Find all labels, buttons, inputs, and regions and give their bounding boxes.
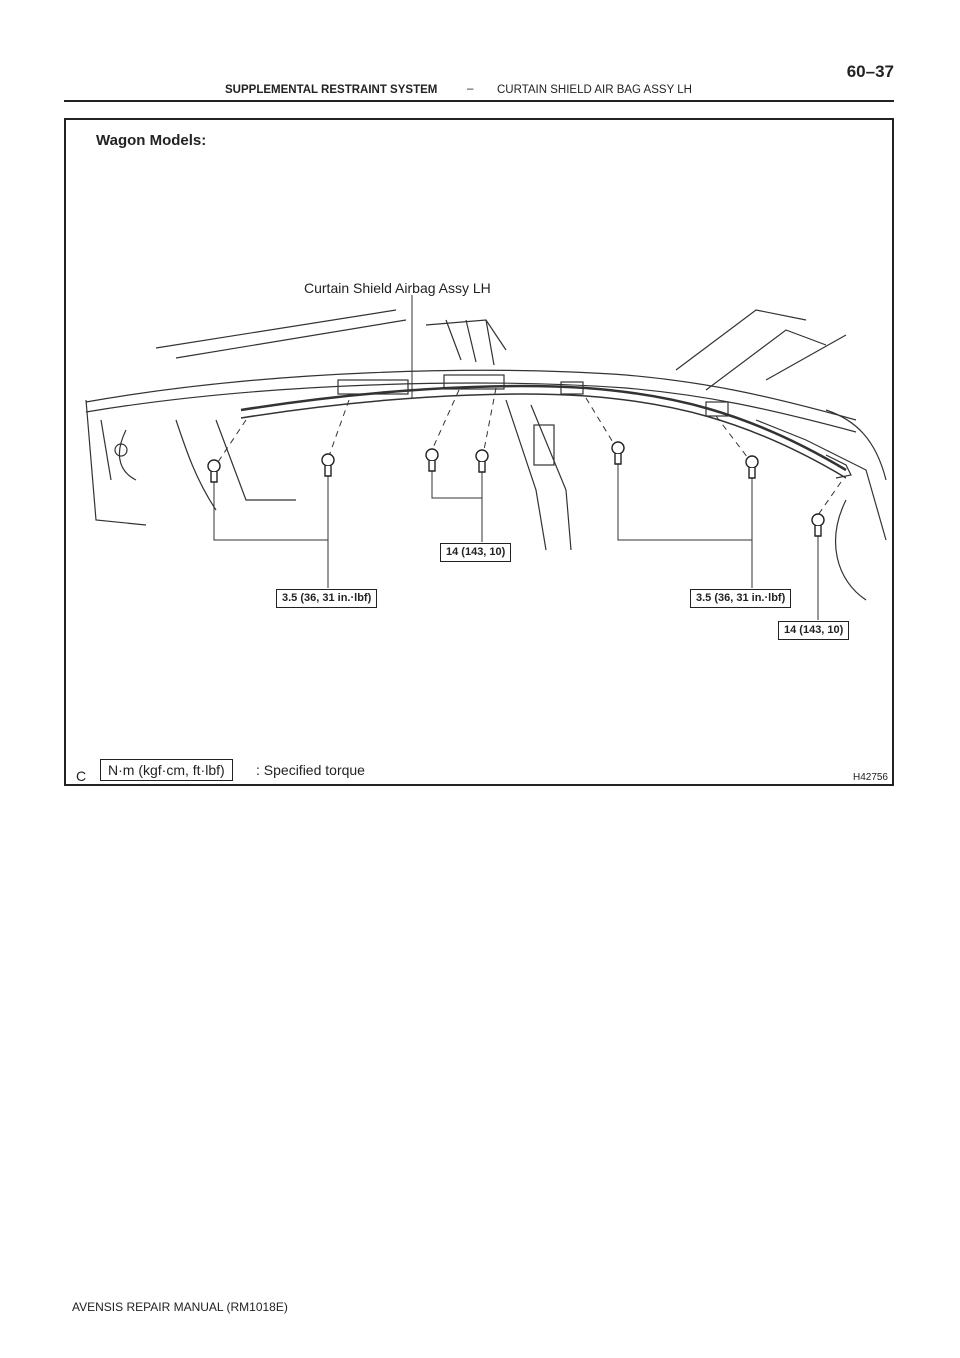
header-separator: – [467, 83, 474, 95]
torque-label-rear: 14 (143, 10) [778, 621, 849, 640]
figure-code: H42756 [852, 772, 888, 783]
bolt-icon [208, 460, 220, 482]
bolt-icon [812, 514, 824, 536]
bolt-icon [426, 449, 438, 471]
page-footer: AVENSIS REPAIR MANUAL (RM1018E) [72, 1300, 288, 1314]
airbag-installation-diagram [66, 120, 892, 784]
section-subtitle: CURTAIN SHIELD AIR BAG ASSY LH [497, 84, 692, 96]
figure-caption: Wagon Models: [96, 132, 207, 149]
page-number: 60–37 [846, 62, 894, 81]
bolt-icon [746, 456, 758, 478]
bolt-icon [476, 450, 488, 472]
torque-label-left: 3.5 (36, 31 in.·lbf) [276, 589, 377, 608]
legend-unit-box: N·m (kgf·cm, ft·lbf) [100, 759, 233, 781]
header-rule [64, 100, 894, 102]
figure-frame [64, 118, 894, 786]
part-callout: Curtain Shield Airbag Assy LH [304, 280, 491, 296]
torque-label-right: 3.5 (36, 31 in.·lbf) [690, 589, 791, 608]
legend-prefix: C [76, 768, 87, 784]
legend-text: : Specified torque [256, 762, 365, 778]
section-title: SUPPLEMENTAL RESTRAINT SYSTEM [225, 84, 438, 96]
torque-label-center: 14 (143, 10) [440, 543, 511, 562]
bolt-icon [322, 454, 334, 476]
bolt-icon [612, 442, 624, 464]
